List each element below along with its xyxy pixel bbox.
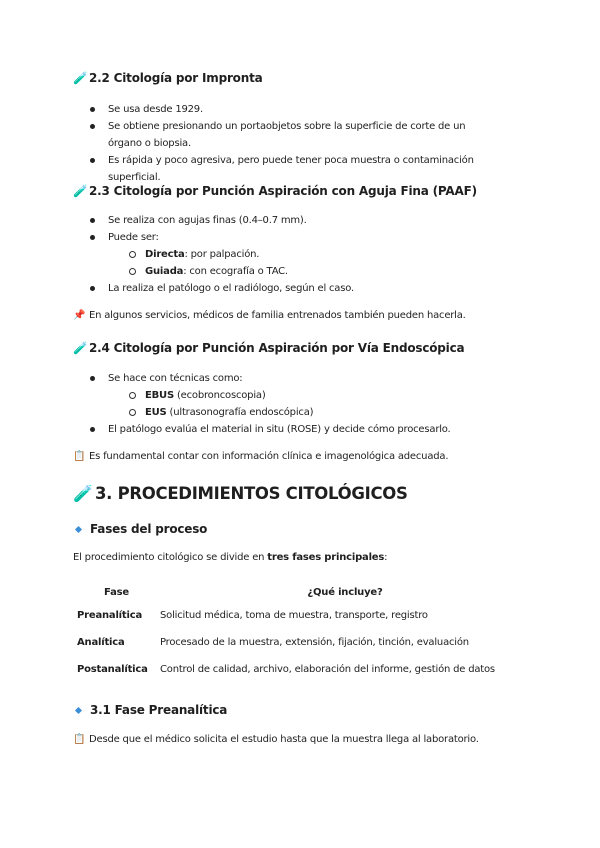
- phases-table: [73, 582, 530, 683]
- sub-item-text: (ecobroncoscopia): [173, 390, 266, 401]
- phase-description: Solicitud médica, toma de muestra, transporte, registro: [160, 610, 428, 621]
- clipboard-icon: 📋: [73, 451, 86, 462]
- blue-diamond-icon: [75, 706, 82, 713]
- note-clipboard: [73, 734, 479, 745]
- section-2-3-title: 2.3 Citología por Punción Aspiración con Aguja Fina (PAAF): [89, 184, 477, 198]
- clipboard-icon: 📋: [73, 734, 86, 745]
- section-2-3-heading: [73, 184, 477, 198]
- list-item: Se hace con técnicas como:: [0, 370, 498, 387]
- note-text: En algunos servicios, médicos de familia entrenados también pueden hacerla.: [89, 310, 466, 321]
- fases-heading: [73, 522, 207, 536]
- pushpin-icon: 📌: [73, 310, 86, 321]
- phase-name: Analítica: [77, 637, 125, 648]
- list-item: Se usa desde 1929.: [0, 101, 498, 118]
- list-item: Es rápida y poco agresiva, pero puede tener poca muestra o contaminación superficial.: [0, 152, 498, 186]
- section-3-1-heading: [73, 703, 227, 717]
- intro-bold: tres fases principales: [267, 552, 385, 563]
- sub-item-text: : con ecografía o TAC.: [183, 266, 288, 277]
- section-2-4-list: [0, 370, 535, 438]
- note-clipboard: [73, 451, 448, 462]
- phase-description: Control de calidad, archivo, elaboración del informe, gestión de datos: [160, 664, 495, 675]
- note-text: Desde que el médico solicita el estudio hasta que la muestra llega al laboratorio.: [89, 734, 479, 745]
- section-2-4-title: 2.4 Citología por Punción Aspiración por Vía Endoscópica: [89, 341, 465, 355]
- sub-list-item: [0, 246, 535, 263]
- list-item: Puede ser:: [0, 229, 498, 246]
- sub-item-bold: Guiada: [145, 266, 184, 277]
- section-2-2-list: [0, 101, 498, 186]
- sub-list-item: [0, 387, 535, 404]
- section-3-title: 3. PROCEDIMIENTOS CITOLÓGICOS: [95, 484, 408, 503]
- sub-list-item: [0, 404, 535, 421]
- note-text: Es fundamental contar con información clínica e imagenológica adecuada.: [89, 451, 449, 462]
- section-2-2-title: 2.2 Citología por Impronta: [89, 71, 263, 85]
- list-item: El patólogo evalúa el material in situ (ROSE) y decide cómo procesarlo.: [0, 421, 498, 438]
- fases-title: Fases del proceso: [90, 522, 208, 536]
- section-3-heading: [73, 484, 408, 504]
- column-header: Fase: [104, 586, 129, 598]
- table-row: [73, 656, 530, 683]
- blue-diamond-icon: [75, 525, 82, 532]
- phase-name: Postanalítica: [77, 664, 148, 675]
- test-tube-icon: 🧪: [73, 484, 94, 503]
- section-2-2-heading: [73, 71, 263, 85]
- sub-item-text: : por palpación.: [184, 249, 260, 260]
- sub-list-item: [0, 263, 535, 280]
- phase-description: Procesado de la muestra, extensión, fijación, tinción, evaluación: [160, 637, 469, 648]
- phase-name: Preanalítica: [77, 610, 142, 621]
- sub-item-bold: EBUS: [145, 390, 174, 401]
- section-2-3-list: [0, 212, 535, 297]
- sub-item-text: (ultrasonografía endoscópica): [166, 407, 314, 418]
- test-tube-icon: 🧪: [73, 341, 88, 355]
- list-item: Se obtiene presionando un portaobjetos sobre la superficie de corte de un órgano o biopsia.: [0, 118, 498, 152]
- list-item: Se realiza con agujas finas (0.4–0.7 mm).: [0, 212, 498, 229]
- list-item: La realiza el patólogo o el radiólogo, según el caso.: [0, 280, 498, 297]
- intro-colon: :: [384, 552, 388, 563]
- sub-item-bold: Directa: [145, 249, 185, 260]
- test-tube-icon: 🧪: [73, 184, 88, 198]
- table-row: [73, 602, 530, 629]
- table-header-row: [73, 582, 530, 602]
- intro-text: El procedimiento citológico se divide en: [73, 552, 268, 563]
- sub-item-bold: EUS: [145, 407, 167, 418]
- fases-intro: [73, 552, 387, 563]
- note-pin: [73, 310, 466, 321]
- section-2-4-heading: [73, 341, 464, 355]
- test-tube-icon: 🧪: [73, 71, 88, 85]
- column-header: ¿Qué incluye?: [307, 586, 383, 598]
- table-row: [73, 629, 530, 656]
- section-3-1-title: 3.1 Fase Preanalítica: [90, 703, 228, 717]
